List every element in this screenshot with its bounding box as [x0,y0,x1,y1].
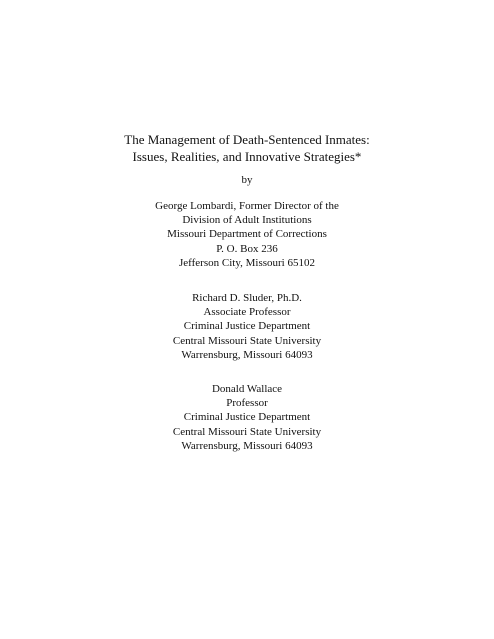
author-affiliation-line: Missouri Department of Corrections [167,228,327,241]
author-affiliation-line: Central Missouri State University [172,334,322,347]
author-affiliation-line: Central Missouri State University [172,425,322,438]
paper-title [0,131,494,165]
author-name: George Lombardi, Former Director of the [155,200,339,212]
author-block-wallace [0,382,494,453]
author-address-line: Jefferson City, Missouri 65102 [179,256,315,269]
author-name: Donald Wallace [211,383,283,395]
byline: by [241,174,253,186]
author-title-line: Associate Professor [203,306,291,319]
author-address-line: Warrensburg, Missouri 64093 [181,439,313,452]
author-block-lombardi [0,199,494,270]
author-affiliation-line: Division of Adult Institutions [182,214,312,227]
author-affiliation-line: Criminal Justice Department [183,411,311,424]
title-line-1: The Management of Death-Sentenced Inmates: [124,132,370,147]
title-line-2: Issues, Realities, and Innovative Strategies* [132,149,362,164]
author-address-line: P. O. Box 236 [216,242,278,255]
author-address-line: Warrensburg, Missouri 64093 [181,348,313,361]
author-block-sluder [0,291,494,362]
author-name: Richard D. Sluder, Ph.D. [192,292,302,304]
author-affiliation-line: Criminal Justice Department [183,320,311,333]
author-title-line: Professor [226,397,268,410]
